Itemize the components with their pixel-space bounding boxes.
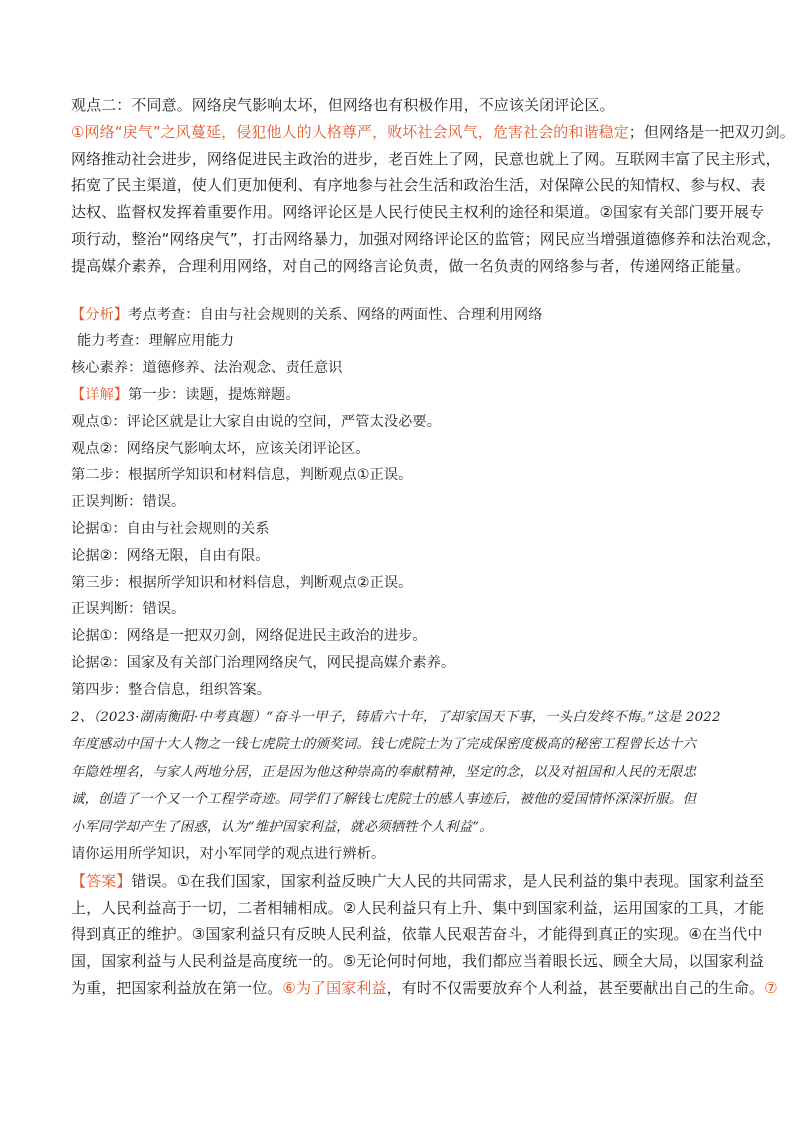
detail-tag: 【详解】 — [71, 386, 129, 403]
detail-line: 论据②：国家及有关部门治理网络戾气，网民提高媒介素养。 — [71, 654, 456, 671]
detail-line: 论据①：自由与社会规则的关系 — [71, 520, 270, 537]
answer-line-5-mid: ，有时不仅需要放弃个人利益，甚至要献出自己的生命。 — [386, 979, 765, 998]
detail-line: 论据①：网络是一把双刃剑，网络促进民主政治的进步。 — [71, 628, 427, 645]
opinion2-line-4: 达权、监督权发挥着重要作用。网络评论区是人民行使民主权利的途径和渠道。②国家有关部门要开展专 — [71, 203, 765, 222]
detail-line: 观点①：评论区就是让大家自由说的空间，严管太没必要。 — [71, 413, 442, 430]
detail-step-1-text: 第一步：读题，提炼辩题。 — [128, 386, 300, 403]
analysis-ability: 能力考查：理解应用能力 — [77, 333, 235, 350]
question2-line-2: 年度感动中国十大人物之一钱七虎院士的颁奖词。钱七虎院士为了完成保密度极高的秘密工程曾长达十六 — [71, 737, 697, 753]
question2-line-3: 年隐姓埋名，与家人两地分居，正是因为他这种崇高的奉献精神，坚定的念，以及对祖国和人民的无限忠 — [71, 764, 697, 780]
opinion2-heading: 观点二：不同意。网络戾气影响太坏，但网络也有积极作用，不应该关闭评论区。 — [71, 96, 615, 114]
question2-prompt: 请你运用所学知识，对小军同学的观点进行辨析。 — [71, 846, 386, 863]
opinion2-line-3: 拓宽了民主渠道，使人们更加便利、有序地参与社会生活和政治生活，对保障公民的知情权、参与权、表 — [71, 176, 766, 195]
opinion2-line-6: 提高媒介素养，合理利用网络，对自己的网络言论负责，做一名负责的网络参与者，传递网络正能量。 — [71, 256, 751, 275]
analysis-tag: 【分析】 — [71, 306, 129, 323]
answer-line-5-start: 为重，把国家利益放在第一位。 — [71, 979, 283, 998]
answer-line-3: 得到真正的维护。③国家利益只有反映人民利益，依靠人民艰苦奋斗，才能得到真正的实现。④在当代中 — [71, 925, 763, 944]
answer-line-1 — [71, 868, 765, 895]
answer-line-5 — [71, 975, 778, 1002]
detail-step-1 — [71, 382, 725, 409]
detail-line: 正误判断：错误。 — [71, 601, 186, 618]
answer-line-4: 国，国家利益与人民利益是高度统一的。⑤无论何时何地，我们都应当着眼长远、顾全大局，以国家利益 — [71, 952, 765, 971]
answer-line-2: 上，人民利益高于一切，二者相辅相成。②人民利益只有上升、集中到国家利益，运用国家的工具，才能 — [71, 898, 765, 917]
answer-tag: 【答案】 — [71, 871, 132, 890]
question2-line-5: 小军同学却产生了困惑，认为“维护国家利益，就必须牺牲个人利益”。 — [71, 819, 493, 835]
opinion2-line-1-rest: ；但网络是一把双刃剑。 — [628, 122, 795, 141]
question2-line-1: 2、（2023·湖南衡阳·中考真题）“奋斗一甲子，铸盾六十年，了却家国天下事，一头白发终不悔。”这是 2022 — [71, 709, 721, 725]
detail-line: 正误判断：错误。 — [71, 494, 186, 511]
opinion2-line-2: 网络推动社会进步，网络促进民主政治的进步，老百姓上了网，民意也就上了网。互联网丰富了民主形式， — [71, 149, 781, 168]
detail-line: 观点②：网络戾气影响太坏，应该关闭评论区。 — [71, 440, 370, 457]
analysis-exam-points-text: 考点考查：自由与社会规则的关系、网络的两面性、合理利用网络 — [128, 306, 543, 323]
opinion2-red-text: ①网络“戾气”之风蔓延，侵犯他人的人格尊严，败坏社会风气，危害社会的和谐稳定 — [71, 122, 629, 141]
opinion2-line-1 — [71, 119, 795, 146]
detail-line: 第三步：根据所学知识和材料信息，判断观点②正误。 — [71, 574, 413, 591]
detail-line: 第四步：整合信息，组织答案。 — [71, 681, 272, 698]
answer-red-text: ⑥为了国家利益 — [282, 979, 387, 998]
analysis-exam-points — [71, 302, 725, 329]
question2-line-4: 诚，创造了一个又一个工程学奇迹。同学们了解钱七虎院士的感人事迹后，被他的爱国情怀深深折服。但 — [71, 792, 697, 808]
answer-line-5-end: ⑦ — [764, 979, 778, 998]
detail-line: 论据②：网络无限，自由有限。 — [71, 547, 270, 564]
answer-line-1-text: 错误。①在我们国家，国家利益反映广大人民的共同需求，是人民利益的集中表现。国家利益至 — [131, 871, 765, 890]
document-content — [71, 92, 795, 1002]
opinion2-line-5: 项行动，整治“网络戾气”，打击网络暴力，加强对网络评论区的监管；网民应当增强道德修养和法治观念， — [71, 229, 782, 248]
analysis-literacy: 核心素养：道德修养、法治观念、责任意识 — [71, 360, 343, 377]
detail-line: 第二步：根据所学知识和材料信息，判断观点①正误。 — [71, 467, 413, 484]
